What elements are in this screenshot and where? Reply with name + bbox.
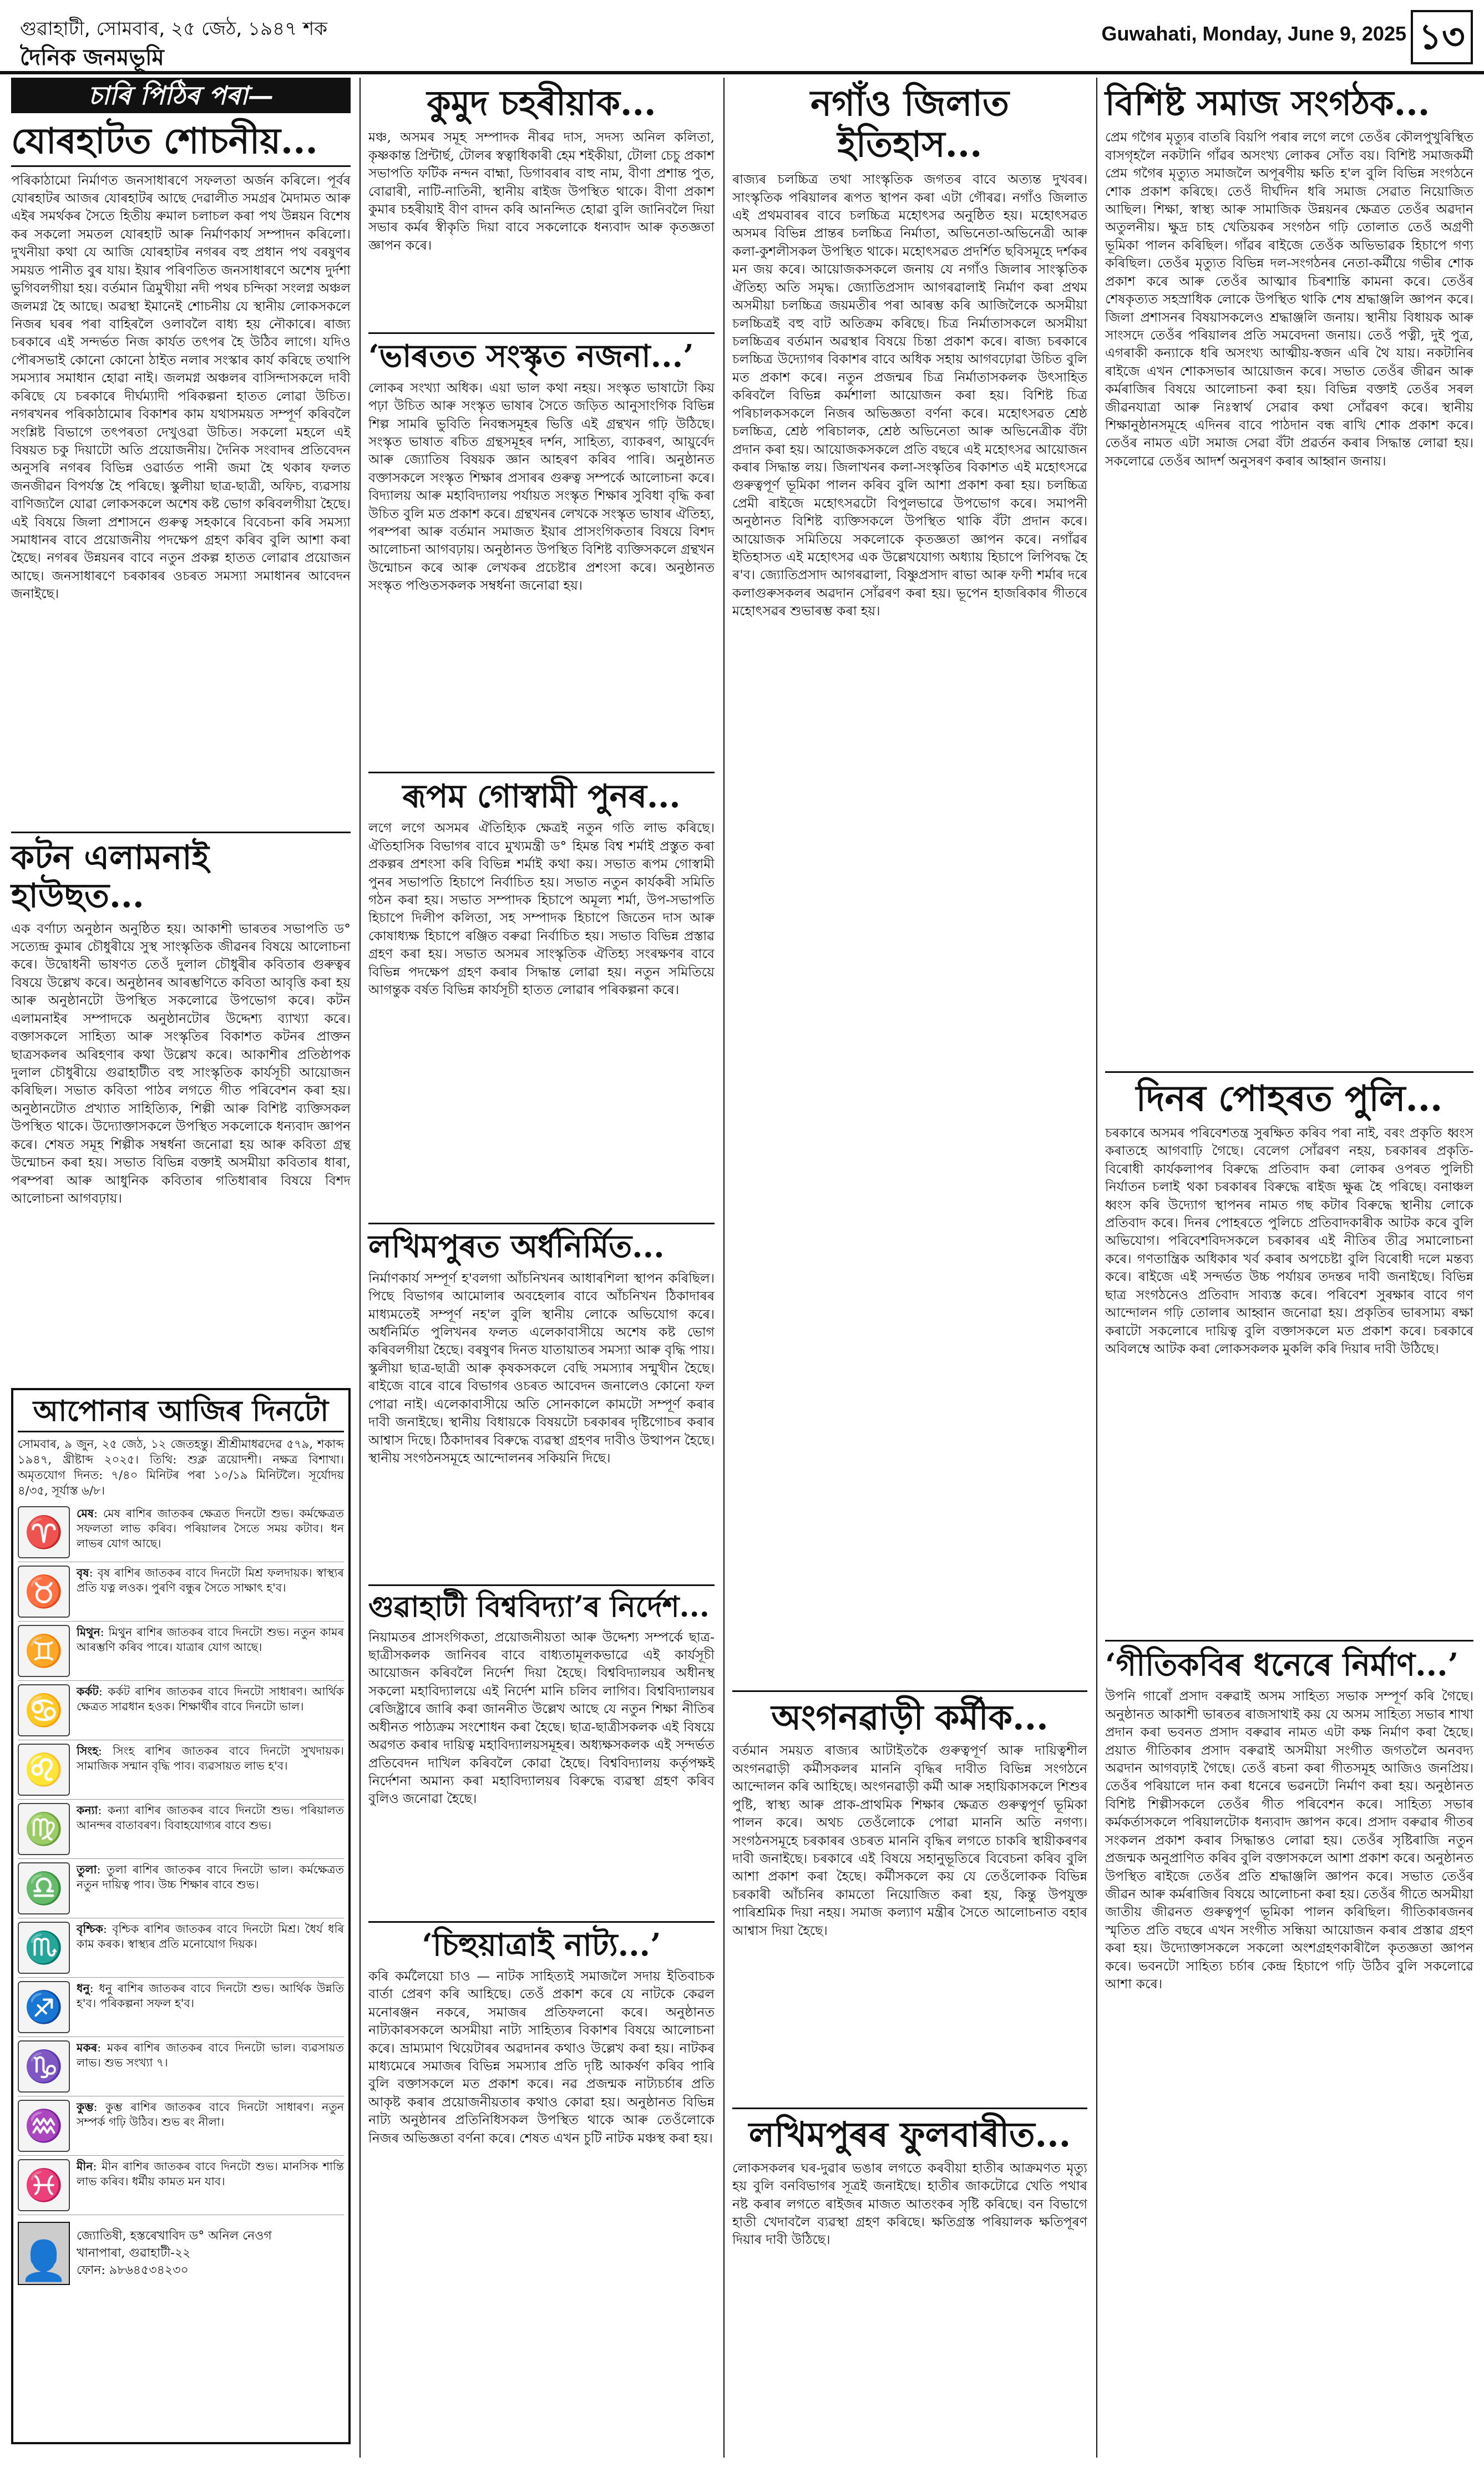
- zodiac-row: ♉ বৃষ: বৃষ ৰাশিৰ জাতকৰ বাবে দিনটো মিশ্ৰ ফলদায়ক। স্বাস্থ্যৰ প্ৰতি যত্ন লওক। পুৰণি বন্ধুৰ সৈতে সাক্ষাৎ হ'ব।: [18, 1562, 344, 1622]
- author-name: জ্যোতিষী, হস্তৰেখাবিদ ড° অনিল নেওগ: [77, 2229, 272, 2243]
- zodiac-12-icon: ♓: [18, 2159, 70, 2211]
- divider: [732, 1690, 1087, 1692]
- headline-kumud: কুমুদ চহৰীয়াক...: [427, 83, 656, 123]
- zodiac-text: মীন ৰাশিৰ জাতকৰ বাবে দিনটো শুভ। মানসিক শান্তি লাভ কৰিব। ধৰ্মীয় কামত মন যাব।: [77, 2160, 344, 2189]
- zodiac-text: মকৰ ৰাশিৰ জাতকৰ বাবে দিনটো ভাল। ব্যৱসায়ত লাভ। শুভ সংখ্যা ৭।: [77, 2041, 344, 2070]
- zodiac-11-icon: ♒: [18, 2100, 70, 2152]
- zodiac-9-icon: ♐: [18, 1981, 70, 2033]
- zodiac-1-icon: ♈: [18, 1506, 70, 1558]
- divider: [368, 1921, 715, 1923]
- column-1: [11, 78, 351, 2444]
- author-block: [18, 2222, 344, 2285]
- zodiac-name: মিথুন: [77, 1625, 100, 1639]
- masthead: [0, 0, 1484, 74]
- zodiac-row: ♐ ধনু: ধনু ৰাশিৰ জাতকৰ বাবে দিনটো শুভ। আৰ্থিক উন্নতি হ'ব। পৰিকল্পনা সফল হ'ব।: [18, 1978, 344, 2037]
- headline-social-organiser: বিশিষ্ট সমাজ সংগঠক...: [1105, 83, 1430, 123]
- article-lakhimpur-fulbari: লোকসকলৰ ঘৰ-দুৱাৰ ভঙাৰ লগতে কৰবীয়া হাতীৰ আক্ৰমণত মৃত্যু হয় বুলি বনবিভাগৰ সূত্ৰই জনাইছে। হাতীৰ জাকটোৱে খেতি পথাৰ নষ্ট কৰাৰ লগতে ৰাইজৰ মাজত আতংকৰ সৃষ্টি কৰিছে। বন বিভাগে হাতী খেদাবলৈ ব্যৱস্থা গ্ৰহণ কৰিছে। ক্ষতিগ্ৰস্ত পৰিয়ালক ক্ষতিপূৰণ দিয়াৰ দাবী উঠিছে।: [732, 2160, 1087, 2248]
- article-lyricist: উপনি গাৰোঁ প্ৰসাদ বৰুৱাই অসম সাহিত্য সভাক সম্পূৰ্ণ কৰি গৈছে। অনুষ্ঠানত আকাশী ভাৰতৰ ৰাজসাথাই কয় যে অসম সাহিত্য সভাৰ শাখা প্ৰদান কৰা ভবনত প্ৰসাদ বৰুৱাৰ নামত এটা কক্ষ নিৰ্মাণ কৰা হৈছে। প্ৰয়াত গীতিকাৰ প্ৰসাদ বৰুৱাই অসমীয়া সংগীত জগতলৈ অনবদ্য অৱদান আগবঢ়াই গৈছে। তেওঁ ৰচনা কৰা গীতসমূহ আজিও জনপ্ৰিয়। তেওঁৰ পৰিয়ালে দান কৰা ধনেৰে ভৱনটো নিৰ্মাণ কৰা হয়। অনুষ্ঠানত বিশিষ্ট শিল্পীসকলে তেওঁৰ গীত পৰিবেশন কৰে। সাহিত্য সভাৰ কৰ্মকৰ্তাসকলে পৰিয়ালটোক ধন্যবাদ জ্ঞাপন কৰে। প্ৰসাদ বৰুৱাৰ গীতৰ সংকলন প্ৰকাশ কৰাৰ সিদ্ধান্তও লোৱা হয়। তেওঁৰ সৃষ্টিৰাজি নতুন প্ৰজন্মক অনুপ্ৰাণিত কৰিব বুলি বক্তাসকলে আশা প্ৰকাশ কৰে। অনুষ্ঠানত উপস্থিত ৰাইজে তেওঁৰ প্ৰতি শ্ৰদ্ধাঞ্জলি জ্ঞাপন কৰে। সভাত তেওঁৰ জীৱন আৰু কৰ্মৰাজিৰ বিষয়ে আলোচনা কৰা হয়। তেওঁৰ গীতে অসমীয়া জাতীয় জীৱনত গুৰুত্বপূৰ্ণ ভূমিকা পালন কৰিছিল। গীতিকাৰজনৰ স্মৃতিত প্ৰতি বছৰে এখন সংগীত সন্ধিয়া আয়োজন কৰাৰ প্ৰস্তাৱ গ্ৰহণ কৰা হয়। উদ্যোক্তাসকলে সকলো অংশগ্ৰহণকাৰীলৈ কৃতজ্ঞতা জ্ঞাপন কৰে। ভবনটো সাহিত্য চৰ্চাৰ কেন্দ্ৰ হিচাপে গঢ়ি উঠিব বুলি সকলোৱে আশা কৰে।: [1105, 1688, 1473, 1992]
- headline-sanskrit: ‘ভাৰতত সংস্কৃত নজনা...’: [368, 338, 694, 375]
- article-social-organiser: প্ৰেম গগৈৰ মৃত্যুৰ বাতৰি বিয়পি পৰাৰ লগে লগে তেওঁৰ কৌলপুখুৰিস্থিত বাসগৃহলৈ নকটানি গাঁৱৰ অসংখ্য লোকৰ সোঁত বয়। বিশিষ্ট সমাজকৰ্মী প্ৰেম গগৈৰ মৃত্যুত সমাজলৈ অপূৰণীয় ক্ষতি হ'ল বুলি বিভিন্ন সংগঠনে শোক প্ৰকাশ কৰিছে। তেওঁ দীৰ্ঘদিন ধৰি সমাজ সেৱাত নিয়োজিত আছিল। শিক্ষা, স্বাস্থ্য আৰু সামাজিক উন্নয়নৰ ক্ষেত্ৰত তেওঁৰ অৱদান অতুলনীয়। ক্ষুদ্ৰ চাহ খেতিয়কৰ সংগঠন গঢ়ি তোলাত তেওঁ অগ্ৰণী ভূমিকা পালন কৰিছিল। গাঁৱৰ ৰাইজে তেওঁক অভিভাৱক হিচাপে গণ্য কৰিছিল। তেওঁৰ মৃত্যুত বিভিন্ন দল-সংগঠনৰ নেতা-কৰ্মীয়ে গভীৰ শোক প্ৰকাশ কৰে আৰু তেওঁৰ আত্মাৰ চিৰশান্তি কামনা কৰে। তেওঁৰ শেষকৃত্যত সহস্ৰাধিক লোকে উপস্থিত থাকি শেষ শ্ৰদ্ধাঞ্জলি জ্ঞাপন কৰে। জিলা প্ৰশাসনৰ বিষয়াসকলেও শ্ৰদ্ধাঞ্জলি জনায়। স্থানীয় বিধায়ক আৰু সাংসদে তেওঁৰ পৰিয়ালৰ প্ৰতি সমবেদনা জনায়। তেওঁ পত্নী, দুই পুত্ৰ, এগৰাকী কন্যাকে ধৰি অসংখ্য আত্মীয়-স্বজন এৰি থৈ যায়। নকটানিৰ ৰাইজে এখন শোকসভাৰ আয়োজন কৰে। সভাত তেওঁৰ জীৱন আৰু কৰ্মৰাজিৰ বিষয়ে আলোচনা কৰা হয়। বিভিন্ন বক্তাই তেওঁৰ সৰল জীৱনযাত্ৰা আৰু নিঃস্বাৰ্থ সেৱাৰ কথা সোঁৱৰণ কৰে। স্থানীয় শিক্ষানুষ্ঠানসমূহে এদিনৰ বাবে পাঠদান বন্ধ ৰাখি শোক প্ৰকাশ কৰে। তেওঁৰ নামত এটা সমাজ সেৱা বঁটা প্ৰৱৰ্তন কৰাৰ সিদ্ধান্ত লোৱা হয়। সকলোৱে তেওঁৰ আদৰ্শ অনুসৰণ কৰাৰ আহ্বান জনায়।: [1105, 129, 1473, 469]
- divider: [368, 332, 715, 334]
- article-nagaon: ৰাজ্যৰ চলচ্চিত্ৰ তথা সাংস্কৃতিক জগতৰ বাবে অত্যন্ত দুখবৰ। সাংস্কৃতিক পৰিয়ালৰ ৰূপত স্থাপন কৰা এটা গৌৰৱ। নগাঁও জিলাত এই প্ৰথমবাৰৰ বাবে চলচ্চিত্ৰ মহোৎসৱ অনুষ্ঠিত হয়। মহোৎসৱত অসমৰ বিভিন্ন প্ৰান্তৰ চলচ্চিত্ৰ নিৰ্মাতা, অভিনেতা-অভিনেত্ৰী আৰু কলা-কুশলীসকল উপস্থিত থাকে। মহোৎসৱত প্ৰদৰ্শিত ছবিসমূহে দৰ্শকৰ মন জয় কৰে। আয়োজকসকলে জনায় যে নগাঁও জিলাৰ সাংস্কৃতিক ঐতিহ্য অতি সমৃদ্ধ। জ্যোতিপ্ৰসাদ আগৰৱালাই নিৰ্মাণ কৰা প্ৰথম অসমীয়া চলচ্চিত্ৰ জয়মতীৰ পৰা আৰম্ভ কৰি আজিলৈকে অসমীয়া চলচ্চিত্ৰই বহু বাট অতিক্ৰম কৰিছে। চিত্ৰ নিৰ্মাতাসকলে অসমীয়া চলচ্চিত্ৰৰ বৰ্তমান অৱস্থাৰ বিষয়ে চিন্তা প্ৰকাশ কৰে। ৰাজ্য চৰকাৰে চলচ্চিত্ৰ উদ্যোগৰ বিকাশৰ বাবে অধিক সহায় আগবঢ়োৱা উচিত বুলি মত প্ৰকাশ কৰে। নতুন প্ৰজন্মৰ চিত্ৰ নিৰ্মাতাসকলক উৎসাহিত কৰিবলৈ বিভিন্ন কৰ্মশালা আয়োজন কৰা হয়। বিশিষ্ট চিত্ৰ পৰিচালকসকলে নিজৰ অভিজ্ঞতা বৰ্ণনা কৰে। মহোৎসৱত শ্ৰেষ্ঠ চলচ্চিত্ৰ, শ্ৰেষ্ঠ পৰিচালক, শ্ৰেষ্ঠ অভিনেতা আৰু অভিনেত্ৰীক বঁটা প্ৰদান কৰা হয়। আয়োজকসকলে প্ৰতি বছৰে এই মহোৎসৱ আয়োজন কৰাৰ সিদ্ধান্ত লয়। জিলাখনৰ কলা-সংস্কৃতিৰ বিকাশত এই মহোৎসৱে গুৰুত্বপূৰ্ণ ভূমিকা পালন কৰিব বুলি আশা প্ৰকাশ কৰা হয়। চলচ্চিত্ৰ প্ৰেমী ৰাইজে মহোৎসৱটো বিপুলভাৱে উপভোগ কৰে। সমাপনী অনুষ্ঠানত বিশিষ্ট ব্যক্তিসকলে উপস্থিত থাকি বঁটা প্ৰদান কৰে। আয়োজক সমিতিয়ে সকলোকে কৃতজ্ঞতা জ্ঞাপন কৰে। নগাঁৱৰ ইতিহাসত এই মহোৎসৱ এক উল্লেখযোগ্য অধ্যায় হিচাপে লিপিবদ্ধ হৈ ৰ'ব। জ্যোতিপ্ৰসাদ আগৰৱালা, বিষ্ণুপ্ৰসাদ ৰাভা আৰু ফণী শৰ্মাৰ দৰে কলাগুৰুসকলৰ অৱদান সোঁৱৰণ কৰা হয়। ভূপেন হাজৰিকাৰ গীতৰে মহোৎসৱৰ শুভাৰম্ভ কৰা হয়।: [732, 171, 1087, 619]
- zodiac-row: ♍ কন্যা: কন্যা ৰাশিৰ জাতকৰ বাবে দিনটো শুভ। পৰিয়ালত আনন্দৰ বাতাবৰণ। বিবাহযোগ্যৰ বাবে শুভ।: [18, 1800, 344, 1859]
- zodiac-name: কুম্ভ: [77, 2100, 94, 2114]
- zodiac-list: [18, 1503, 344, 2215]
- zodiac-7-icon: ♎: [18, 1862, 70, 1914]
- newspaper-brand: দৈনিক জনমভূমি: [20, 44, 164, 70]
- zodiac-name: কন্যা: [77, 1804, 98, 1817]
- divider: [1105, 1071, 1473, 1073]
- zodiac-text: কৰ্কট ৰাশিৰ জাতকৰ বাবে দিনটো সাধাৰণ। আৰ্থিক ক্ষেত্ৰত সাৱধান হওক। শিক্ষাৰ্থীৰ বাবে দিনটো ভাল।: [77, 1685, 344, 1714]
- article-jorhat: পৰিকাঠামো নিৰ্মাণত জনসাধাৰণে সফলতা অৰ্জন কৰিলে। পূৰ্বৰ যোৰহাটৰ আজৰ যোৰহাটৰ আছে দেৱালীত সমগ্ৰৰ মৈদামত আৰু এইৰ সমৰ্থকৰ সৈতে হিতীয় ৰুমাল চলাচল কৰা পথ উন্নয়ন বিশেষ কৰ সকলো সমতল যোৰহাট আৰু নিৰ্মাণকাৰ্য সম্পাদন কৰিলো। দুখনীয়া কথা যে আজি যোৰহাটৰ নগৰৰ বহু প্ৰধান পথ বৰষুণৰ সময়ত পানীত বুৰ যায়। ইয়াৰ পৰিণতিত জনসাধাৰণে অশেষ দুৰ্দশা ভুগিবলগীয়া হয়। বৰ্তমান ত্ৰিমুখীয়া নদী পথৰ চন্দিকা সংলগ্ন অঞ্চল জলমগ্ন হৈ আছে। অৱস্থা ইমানেই শোচনীয় যে স্থানীয় লোকসকলে নিজৰ ঘৰৰ পৰা বাহিৰলৈ ওলাবলৈ বাধ্য হয় নৌকাৰে। ৰাজ্য চৰকাৰে এই সন্দৰ্ভত নিজ কাৰ্যত তৎপৰ হৈ উঠিব লাগে। যদিও পৌৰসভাই কোনো কোনো ঠাইত নলাৰ সংস্কাৰ কাৰ্য কৰিছে তথাপি সমস্যাৰ সমাধান হোৱা নাই। জলমগ্ন অঞ্চলৰ বাসিন্দাসকলে দাবী কৰিছে যে চৰকাৰে দীৰ্ঘম্যাদী পৰিকল্পনা হাতত লোৱা উচিত। নগৰখনৰ পৰিকাঠামোৰ বিকাশৰ কাম যথাসময়ত সম্পূৰ্ণ কৰিবলৈ সংশ্লিষ্ট বিভাগে তৎপৰতা দেখুওৱা উচিত। সকলো মহলে এই বিষয়ত চকু দিয়াটো অতি প্ৰয়োজনীয়। দৈনিক সংবাদৰ প্ৰতিবেদন অনুসৰি নগৰৰ বিভিন্ন ওৱাৰ্ডত পানী জমা হৈ থকাৰ ফলত জনজীৱন বিপৰ্যস্ত হৈ পৰিছে। স্কুলীয়া ছাত্ৰ-ছাত্ৰী, অফিচ, ব্যৱসায় বাণিজ্যলৈ যোৱা লোকসকলে অশেষ কষ্ট ভোগ কৰিবলগীয়া হৈছে। এই বিষয়ে জিলা প্ৰশাসনে গুৰুত্ব সহকাৰে বিবেচনা কৰি সমস্যা সমাধানৰ বাবে প্ৰয়োজনীয় পদক্ষেপ গ্ৰহণ কৰিব বুলি আশা কৰা হৈছে। নগৰৰ উন্নয়নৰ বাবে নতুন প্ৰকল্প হাতত লোৱাৰ প্ৰয়োজন আছে। জনসাধাৰণে চৰকাৰৰ ওচৰত সমস্যা সমাধানৰ আবেদন জনাইছে।: [11, 172, 351, 602]
- author-address: খানাপাৰা, গুৱাহাটী-২২: [77, 2246, 191, 2260]
- headline-chihuyatra: ‘চিহুয়াত্ৰাই নাট্য...’: [422, 1926, 661, 1963]
- zodiac-name: ধনু: [77, 1982, 90, 1995]
- article-rupam: লগে লগে অসমৰ ঐতিহ্যিক ক্ষেত্ৰই নতুন গতি লাভ কৰিছে। ঐতিহাসিক বিভাগৰ বাবে মুখ্যমন্ত্ৰী ড° হিমন্ত বিশ্ব শৰ্মাই প্ৰস্তুত কৰা প্ৰকল্পৰ প্ৰশংসা কৰি বিভিন্ন শৰ্মাই কথা কয়। সভাত ৰূপম গোস্বামী পুনৰ সভাপতি হিচাপে নিৰ্বাচিত হয়। সভাত নতুন কাৰ্যকৰী সমিতি গঠন কৰা হয়। সভাত সম্পাদক হিচাপে অমূল্য শৰ্মা, উপ-সভাপতি হিচাপে দিলীপ কলিতা, সহ সম্পাদক হিচাপে জিতেন দাস আৰু কোষাধ্যক্ষ হিচাপে ৰঞ্জিত বৰুৱা নিৰ্বাচিত হয়। সভাত বিভিন্ন প্ৰস্তাৱ গ্ৰহণ কৰা হয়। সভাত অসমৰ সাংস্কৃতিক ঐতিহ্য সংৰক্ষণৰ বাবে বিভিন্ন পদক্ষেপ গ্ৰহণ কৰাৰ সিদ্ধান্ত লোৱা হয়। নতুন সমিতিয়ে আগন্তুক বৰ্ষত বিভিন্ন কাৰ্যসূচী হাতত লোৱাৰ পৰিকল্পনা কৰে।: [368, 820, 715, 998]
- zodiac-text: মিথুন ৰাশিৰ জাতকৰ বাবে দিনটো শুভ। নতুন কামৰ আৰম্ভণি কৰিব পাৰে। যাত্ৰাৰ যোগ আছে।: [77, 1625, 344, 1654]
- zodiac-2-icon: ♉: [18, 1566, 70, 1618]
- zodiac-name: তুলা: [77, 1863, 97, 1877]
- column-divider: [359, 78, 361, 2458]
- zodiac-row: ♓ মীন: মীন ৰাশিৰ জাতকৰ বাবে দিনটো শুভ। মানসিক শান্তি লাভ কৰিব। ধৰ্মীয় কামত মন যাব।: [18, 2156, 344, 2215]
- zodiac-row: ♎ তুলা: তুলা ৰাশিৰ জাতকৰ বাবে দিনটো ভাল। কৰ্মক্ষেত্ৰত নতুন দায়িত্ব পাব। উচ্চ শিক্ষাৰ বাবে শুভ।: [18, 1859, 344, 1918]
- zodiac-text: মেষ ৰাশিৰ জাতকৰ ক্ষেত্ৰত দিনটো শুভ। কৰ্মক্ষেত্ৰত সফলতা লাভ কৰিব। পৰিয়ালৰ সৈতে সময় কটাব। ধন লাভৰ যোগ আছে।: [77, 1507, 344, 1551]
- divider: [1105, 1640, 1473, 1642]
- zodiac-text: ধনু ৰাশিৰ জাতকৰ বাবে দিনটো শুভ। আৰ্থিক উন্নতি হ'ব। পৰিকল্পনা সফল হ'ব।: [77, 1982, 344, 2010]
- zodiac-3-icon: ♊: [18, 1625, 70, 1677]
- article-gu-directive: নিয়ামতৰ প্ৰাসংগিকতা, প্ৰয়োজনীয়তা আৰু উদ্দেশ্য সম্পৰ্কে ছাত্ৰ-ছাত্ৰীসকলক জানিবৰ বাবে বাধ্যতামূলকভাৱে এই কাৰ্যসূচী আয়োজন কৰিবলৈ নিৰ্দেশ দিয়া হৈছে। বিশ্ববিদ্যালয়ৰ অধীনস্থ সকলো মহাবিদ্যালয়ে এই নিৰ্দেশ মানি চলিব লাগিব। বিশ্ববিদ্যালয়ৰ ৰেজিষ্ট্ৰাৰে জাৰি কৰা জাননীত উল্লেখ আছে যে নতুন শিক্ষা নীতিৰ অধীনত পাঠ্যক্ৰম সংশোধন কৰা হৈছে। ছাত্ৰ-ছাত্ৰীসকলক এই বিষয়ে অৱগত কৰাৰ দায়িত্ব মহাবিদ্যালয়সমূহৰ। অধ্যক্ষসকলক এই সন্দৰ্ভত প্ৰতিবেদন দাখিল কৰিবলৈ কোৱা হৈছে। বিশ্ববিদ্যালয় কৰ্তৃপক্ষই নিৰ্দেশনা অমান্য কৰা মহাবিদ্যালয়ৰ বিৰুদ্ধে ব্যৱস্থা গ্ৰহণ কৰিব বুলিও জনোৱা হৈছে।: [368, 1629, 715, 1807]
- zodiac-6-icon: ♍: [18, 1803, 70, 1855]
- article-chihuyatra: কৰি কৰ্মলৈয়ো চাও — নাটক সাহিত্যই সমাজলৈ সদায় ইতিবাচক বাৰ্তা প্ৰেৰণ কৰি আহিছে। তেওঁ প্ৰকাশ কৰে যে নাটকে কেৱল মনোৰঞ্জন নকৰে, সমাজৰ প্ৰতিফলনো কৰে। অনুষ্ঠানত নাট্যকাৰসকলে অসমীয়া নাট্য সাহিত্যৰ বিকাশৰ বিষয়ে আলোচনা কৰে। ভ্ৰাম্যমাণ থিয়েটাৰৰ অৱদানৰ কথাও উল্লেখ কৰা হয়। নাটকৰ মাধ্যমেৰে সমাজৰ বিভিন্ন সমস্যাৰ প্ৰতি দৃষ্টি আকৰ্ষণ কৰিব পাৰি বুলি বক্তাসকলে মত প্ৰকাশ কৰে। নৱ প্ৰজন্মক নাট্যচৰ্চাৰ প্ৰতি আকৃষ্ট কৰাৰ প্ৰয়োজনীয়তাৰ কথাও কোৱা হয়। অনুষ্ঠানত বিভিন্ন নাট্য অনুষ্ঠানৰ প্ৰতিনিধিসকল উপস্থিত থাকে আৰু তেওঁলোকে নিজৰ অভিজ্ঞতা বৰ্ণনা কৰে। শেষত এখন চুটি নাটক মঞ্চস্থ কৰা হয়।: [368, 1968, 715, 2146]
- zodiac-name: বৃশ্চিক: [77, 1922, 103, 1936]
- headline-jorhat: যোৰহাটত শোচনীয়...: [11, 121, 351, 167]
- zodiac-8-icon: ♏: [18, 1922, 70, 1974]
- divider: [732, 2108, 1087, 2109]
- zodiac-text: সিংহ ৰাশিৰ জাতকৰ বাবে দিনটো সুখদায়ক। সামাজিক সন্মান বৃদ্ধি পাব। ব্যৱসায়ত লাভ হ'ব।: [77, 1744, 344, 1773]
- zodiac-name: সিংহ: [77, 1744, 99, 1758]
- author-avatar: 👤: [18, 2222, 70, 2285]
- zodiac-text: কন্যা ৰাশিৰ জাতকৰ বাবে দিনটো শুভ। পৰিয়ালত আনন্দৰ বাতাবৰণ। বিবাহযোগ্যৰ বাবে শুভ।: [77, 1804, 344, 1832]
- column-divider: [1096, 78, 1097, 2458]
- article-kumud: মঞ্চ, অসমৰ সমূহ সম্পাদক নীৰৱ দাস, সদস্য অনিল কলিতা, কৃষ্ণকান্ত প্ৰিন্টাৰ্ছ, টোলৰ স্বত্বাধিকাৰী হেম শইকীয়া, টোলা চেচু প্ৰকাশ সভাপতি ফটিক নন্দন বাহ্মা, ডিগাবৰাৰ বাহু নাম, বীণা প্ৰশান্ত পুত, বোৱাৰী, নাটি-নাতিনী, স্থানীয় ৰাইজ উপস্থিত থাকে। বীণা প্ৰকাশ কুমাৰ চহৰীয়াই বীণ বাদন কৰি আনন্দিত হোৱা বুলি জানিবলৈ দিয়া সভাৰ কৰ্মৰ স্বীকৃতি দিয়া বাবে সকলোকে ধন্যবাদ আৰু কৃতজ্ঞতা জ্ঞাপন কৰে।: [368, 129, 715, 253]
- column-4: [1105, 83, 1473, 2264]
- zodiac-row: ♏ বৃশ্চিক: বৃশ্চিক ৰাশিৰ জাতকৰ বাবে দিনটো মিশ্ৰ। ধৈৰ্য ধৰি কাম কৰক। স্বাস্থ্যৰ প্ৰতি মনোযোগ দিয়ক।: [18, 1918, 344, 1978]
- author-phone: ফোন: ৯৮৬৪৫৩৪২৩০: [77, 2263, 189, 2277]
- article-anganwadi: বৰ্তমান সময়ত ৰাজ্যৰ আটাইতকৈ গুৰুত্বপূৰ্ণ আৰু দায়িত্বশীল অংগনৱাড়ী কৰ্মীসকলৰ মাননি বৃদ্ধিৰ দাবীত বিভিন্ন সংগঠনে আন্দোলন কৰি আহিছে। অংগনৱাড়ী কৰ্মী আৰু সহায়িকাসকলে শিশুৰ পুষ্টি, স্বাস্থ্য আৰু প্ৰাক-প্ৰাথমিক শিক্ষাৰ ক্ষেত্ৰত গুৰুত্বপূৰ্ণ ভূমিকা পালন কৰে। অথচ তেওঁলোকে পোৱা মাননি অতি নগণ্য। সংগঠনসমূহে চৰকাৰৰ ওচৰত মাননি বৃদ্ধিৰ লগতে চাকৰি স্থায়ীকৰণৰ দাবী জনাইছে। চৰকাৰে এই বিষয়ে সহানুভূতিৰে বিবেচনা কৰিব বুলি আশা প্ৰকাশ কৰা হৈছে। কৰ্মীসকলে কয় যে তেওঁলোকক বিভিন্ন চৰকাৰী আঁচনিৰ কামতো নিয়োজিত কৰা হয়, কিন্তু উপযুক্ত পাৰিশ্ৰমিক দিয়া নহয়। সমাজ কল্যাণ মন্ত্ৰীৰ সৈতে আলোচনাত বহাৰ আশ্বাস দিয়া হৈছে।: [732, 1742, 1087, 1938]
- zodiac-row: ♈ মেষ: মেষ ৰাশিৰ জাতকৰ ক্ষেত্ৰত দিনটো শুভ। কৰ্মক্ষেত্ৰত সফলতা লাভ কৰিব। পৰিয়ালৰ সৈতে সময় কটাব। ধন লাভৰ যোগ আছে।: [18, 1503, 344, 1562]
- zodiac-name: মীন: [77, 2160, 93, 2174]
- zodiac-text: বৃশ্চিক ৰাশিৰ জাতকৰ বাবে দিনটো মিশ্ৰ। ধৈৰ্য ধৰি কাম কৰক। স্বাস্থ্যৰ প্ৰতি মনোযোগ দিয়ক।: [77, 1922, 344, 1951]
- headline-cotton-alumni: কটন এলামনাই হাউছত...: [11, 838, 209, 915]
- divider: [11, 832, 351, 833]
- headline-lakhimpur-fulbari: লখিমপুৰৰ ফুলবাৰীত...: [748, 2114, 1071, 2155]
- column-banner: চাৰি পিঠিৰ পৰা—: [11, 78, 351, 113]
- zodiac-5-icon: ♌: [18, 1744, 70, 1796]
- zodiac-name: মেষ: [77, 1507, 94, 1521]
- headline-anganwadi: অংগনৱাড়ী কৰ্মীক...: [771, 1697, 1049, 1738]
- date-english: Guwahati, Monday, June 9, 2025: [1101, 22, 1406, 45]
- headline-police: দিনৰ পোহৰত পুলি...: [1136, 1078, 1443, 1120]
- horoscope-title: আপোনাৰ আজিৰ দিনটো: [18, 1395, 344, 1433]
- zodiac-text: তুলা ৰাশিৰ জাতকৰ বাবে দিনটো ভাল। কৰ্মক্ষেত্ৰত নতুন দায়িত্ব পাব। উচ্চ শিক্ষাৰ বাবে শুভ।: [77, 1863, 344, 1892]
- zodiac-text: বৃষ ৰাশিৰ জাতকৰ বাবে দিনটো মিশ্ৰ ফলদায়ক। স্বাস্থ্যৰ প্ৰতি যত্ন লওক। পুৰণি বন্ধুৰ সৈতে সাক্ষাৎ হ'ব।: [77, 1566, 344, 1595]
- column-3: [732, 83, 1087, 2342]
- zodiac-row: ♒ কুম্ভ: কুম্ভ ৰাশিৰ জাতকৰ বাবে দিনটো সাধাৰণ। নতুন সম্পৰ্ক গঢ়ি উঠিব। শুভ ৰং নীলা।: [18, 2096, 344, 2156]
- zodiac-4-icon: ♋: [18, 1684, 70, 1736]
- divider: [368, 1223, 715, 1224]
- headline-rupam: ৰূপম গোস্বামী পুনৰ...: [402, 777, 681, 815]
- zodiac-row: ♊ মিথুন: মিথুন ৰাশিৰ জাতকৰ বাবে দিনটো শুভ। নতুন কামৰ আৰম্ভণি কৰিব পাৰে। যাত্ৰাৰ যোগ আছে।: [18, 1622, 344, 1681]
- zodiac-row: ♑ মকৰ: মকৰ ৰাশিৰ জাতকৰ বাবে দিনটো ভাল। ব্যৱসায়ত লাভ। শুভ সংখ্যা ৭।: [18, 2037, 344, 2096]
- zodiac-row: ♌ সিংহ: সিংহ ৰাশিৰ জাতকৰ বাবে দিনটো সুখদায়ক। সামাজিক সন্মান বৃদ্ধি পাব। ব্যৱসায়ত লাভ হ'ব।: [18, 1740, 344, 1800]
- date-assamese: গুৱাহাটী, সোমবাৰ, ২৫ জেঠ, ১৯৪৭ শক: [20, 18, 328, 40]
- zodiac-10-icon: ♑: [18, 2040, 70, 2093]
- zodiac-row: ♋ কৰ্কট: কৰ্কট ৰাশিৰ জাতকৰ বাবে দিনটো সাধাৰণ। আৰ্থিক ক্ষেত্ৰত সাৱধান হওক। শিক্ষাৰ্থীৰ বাবে দিনটো ভাল।: [18, 1681, 344, 1740]
- almanac-text: সোমবাৰ, ৯ জুন, ২৫ জেঠ, ১২ জেতহন্তু। শ্ৰীশ্ৰীমাধৱদেৱ ৫৭৯, শকাব্দ ১৯৪৭, খ্ৰীষ্টাব্দ ২০২৫। তিথি: শুক্ল ত্ৰয়োদশী। নক্ষত্ৰ বিশাখা। অমৃতযোগ দিনত: ৭/৪০ মিনিটৰ পৰা ১০/১৯ মিনিটলৈ। সূৰ্যোদয় ৪/৩৫, সূৰ্যাস্ত ৬/৮।: [18, 1437, 344, 1497]
- page-number: ১৩: [1411, 10, 1473, 64]
- headline-lyricist: ‘গীতিকবিৰ ধনেৰে নিৰ্মাণ...’: [1105, 1646, 1459, 1683]
- column-divider: [723, 78, 725, 2458]
- zodiac-text: কুম্ভ ৰাশিৰ জাতকৰ বাবে দিনটো সাধাৰণ। নতুন সম্পৰ্ক গঢ়ি উঠিব। শুভ ৰং নীলা।: [77, 2100, 344, 2129]
- zodiac-name: মকৰ: [77, 2041, 98, 2055]
- divider: [368, 1584, 715, 1586]
- headline-gu-directive: গুৱাহাটী বিশ্ববিদ্যা’ৰ নিৰ্দেশ...: [368, 1589, 710, 1624]
- divider: [368, 772, 715, 773]
- headline-lakhimpur-half: লখিমপুৰত অৰ্ধনিৰ্মিত...: [368, 1228, 665, 1265]
- article-police: চৰকাৰে অসমৰ পৰিবেশতন্ত্ৰ সুৰক্ষিত কৰিব পৰা নাই, বৰং প্ৰকৃতি ধ্বংস কৰাতহে আগবাঢ়ি গৈছে। বেলেগ সোঁৱৰণ নহয়, চৰকাৰৰ প্ৰকৃতি-বিৰোধী কাৰ্যকলাপৰ বিৰুদ্ধে প্ৰতিবাদ কৰা লোকৰ ওপৰত পুলিচী নিৰ্যাতন চলাই থকা চৰকাৰৰ বিৰুদ্ধে ৰাইজ ক্ষুব্ধ হৈ পৰিছে। বনাঞ্চল ধ্বংস কৰি উদ্যোগ স্থাপনৰ নামত গছ কটাৰ বিৰুদ্ধে স্থানীয় লোকে প্ৰতিবাদ কৰে। দিনৰ পোহৰতে পুলিচে প্ৰতিবাদকাৰীক আটক কৰে বুলি অভিযোগ। পৰিবেশবিদসকলে চৰকাৰৰ এই নীতিৰ তীব্ৰ সমালোচনা কৰে। গণতান্ত্ৰিক অধিকাৰ খৰ্ব কৰাৰ অপচেষ্টা বুলি বিৰোধী দলে মন্তব্য কৰে। ৰাইজে এই সন্দৰ্ভত উচ্চ পৰ্যায়ৰ তদন্তৰ দাবী জনাইছে। বিভিন্ন ছাত্ৰ সংগঠনেও প্ৰতিবাদ সাব্যস্ত কৰে। পৰিবেশ সুৰক্ষাৰ বাবে গণ আন্দোলন গঢ়ি তোলাৰ আহ্বান জনোৱা হয়। প্ৰকৃতিৰ ভাৰসাম্য ৰক্ষা কৰাটো সকলোৰে দায়িত্ব বুলি বক্তাসকলে মত প্ৰকাশ কৰে। চৰকাৰে অবিলম্বে আটক কৰা লোকসকলক মুকলি কৰি দিয়াৰ দাবী উঠিছে।: [1105, 1124, 1473, 1356]
- article-sanskrit: লোকৰ সংখ্যা অধিক। এয়া ভাল কথা নহয়। সংস্কৃত ভাষাটো কিয় পঢ়া উচিত আৰু সংস্কৃত ভাষাৰ সৈতে জড়িত আনুসাংগিক বিভিন্ন শিল্প সামৰি ভুবিতি নিবন্ধসমূহৰ ভিত্তি এই গ্ৰন্থখন গঢ়ি উঠিছে। সংস্কৃত ভাষাত ৰচিত গ্ৰন্থসমূহৰ দৰ্শন, সাহিত্য, ব্যাকৰণ, আয়ুৰ্বেদ আৰু জ্যোতিষ বিষয়ক জ্ঞান আহৰণ কৰিব পাৰি। অনুষ্ঠানত বক্তাসকলে সংস্কৃত শিক্ষাৰ প্ৰসাৰৰ গুৰুত্ব সম্পৰ্কে আলোচনা কৰে। বিদ্যালয় আৰু মহাবিদ্যালয় পৰ্যায়ত সংস্কৃত শিক্ষাৰ সুবিধা বৃদ্ধি কৰা উচিত বুলি মত প্ৰকাশ কৰে। গ্ৰন্থখনৰ লেখকে সংস্কৃত ভাষাৰ ঐতিহ্য, পৰম্পৰা আৰু বৰ্তমান সমাজত ইয়াৰ প্ৰাসংগিকতাৰ বিষয়ে বিশদ আলোচনা আগবঢ়ায়। অনুষ্ঠানত উপস্থিত বিশিষ্ট ব্যক্তিসকলে গ্ৰন্থখন উন্মোচন কৰে আৰু লেখকৰ প্ৰচেষ্টাৰ প্ৰশংসা কৰে। অনুষ্ঠানত সংস্কৃত পণ্ডিতসকলক সম্বৰ্ধনা জনোৱা হয়।: [368, 379, 715, 594]
- headline-nagaon: নগাঁও জিলাত ইতিহাস...: [811, 83, 1009, 165]
- horoscope-box: [11, 1388, 351, 2444]
- article-cotton-alumni: এক বৰ্ণাঢ্য অনুষ্ঠান অনুষ্ঠিত হয়। আকাশী ভাৰতৰ সভাপতি ড° সত্যেন্দ্ৰ কুমাৰ চৌধুৰীয়ে সুস্থ সাংস্কৃতিক জীৱনৰ বিষয়ে আলোচনা কৰে। উদ্বোধনী ভাষণত তেওঁ দুলাল চৌধুৰীৰ কবিতাৰ গুৰুত্বৰ বিষয়ে উল্লেখ কৰে। অনুষ্ঠানৰ আৰম্ভণিতে কবিতা আবৃত্তি কৰা হয় আৰু অনুষ্ঠানটো উপস্থিত সকলোৱে উপভোগ কৰে। কটন এলামনাইৰ সম্পাদকে অনুষ্ঠানটোৰ উদ্দেশ্য ব্যাখ্যা কৰে। বক্তাসকলে সাহিত্য আৰু সংস্কৃতিৰ বিকাশত কটনৰ প্ৰাক্তন ছাত্ৰসকলৰ অৰিহণাৰ কথা উল্লেখ কৰে। আকাশীৰ প্ৰতিষ্ঠাপক দুলাল চৌধুৰীয়ে গুৱাহাটীত বহু সাংস্কৃতিক কাৰ্যসূচী আয়োজন কৰিছিল। সভাত কবিতা পাঠৰ লগতে গীত পৰিবেশন কৰা হয়। অনুষ্ঠানটোত প্ৰখ্যাত সাহিত্যিক, শিল্পী আৰু বিশিষ্ট ব্যক্তিসকল উপস্থিত থাকে। উদ্যোক্তাসকলে উপস্থিত সকলোকে ধন্যবাদ জ্ঞাপন কৰে। শেষত সমূহ শিল্পীক সম্বৰ্ধনা জনোৱা হয় আৰু কবিতা গ্ৰন্থ উন্মোচন কৰা হয়। সভাত বিভিন্ন বক্তাই অসমীয়া কবিতাৰ ধাৰা, পৰম্পৰা আৰু আধুনিক কবিতাৰ গতিধাৰাৰ বিষয়ে বিশদ আলোচনা আগবঢ়ায়।: [11, 920, 351, 1206]
- zodiac-name: কৰ্কট: [77, 1685, 99, 1699]
- article-lakhimpur-half: নিৰ্মাণকাৰ্য সম্পূৰ্ণ হ'বলগা আঁচনিখনৰ আধাৰশিলা স্থাপন কৰিছিল। পিছে বিভাগৰ আমোলাৰ অবহেলাৰ বাবে আঁচনিখন ঠিকাদাৰৰ মাধ্যমতেই সম্পূৰ্ণ নহ'ল বুলি স্থানীয় লোকে অভিযোগ কৰে। অৰ্ধনিৰ্মিত পুলিখনৰ ফলত এলেকাবাসীয়ে অশেষ কষ্ট ভোগ কৰিবলগীয়া হৈছে। বৰষুণৰ দিনত যাতায়াতৰ সমস্যা আৰু বৃদ্ধি পায়। স্কুলীয়া ছাত্ৰ-ছাত্ৰী আৰু কৃষকসকলে বেছি সমস্যাৰ সন্মুখীন হৈছে। ৰাইজে বাৰে বাৰে বিভাগৰ ওচৰত আবেদন জনালেও কোনো ফল পোৱা নাই। এলেকাবাসীয়ে অতি সোনকালে কামটো সম্পূৰ্ণ কৰাৰ দাবী জনাইছে। স্থানীয় বিধায়কে বিষয়টো চৰকাৰৰ দৃষ্টিগোচৰ কৰাৰ আশ্বাস দিছে। ঠিকাদাৰৰ বিৰুদ্ধে ব্যৱস্থা গ্ৰহণৰ দাবীও উত্থাপন হৈছে। স্থানীয় সংগঠনসমূহে আন্দোলনৰ সকিয়নি দিছে।: [368, 1270, 715, 1466]
- zodiac-name: বৃষ: [77, 1566, 89, 1580]
- column-2: [368, 83, 715, 2322]
